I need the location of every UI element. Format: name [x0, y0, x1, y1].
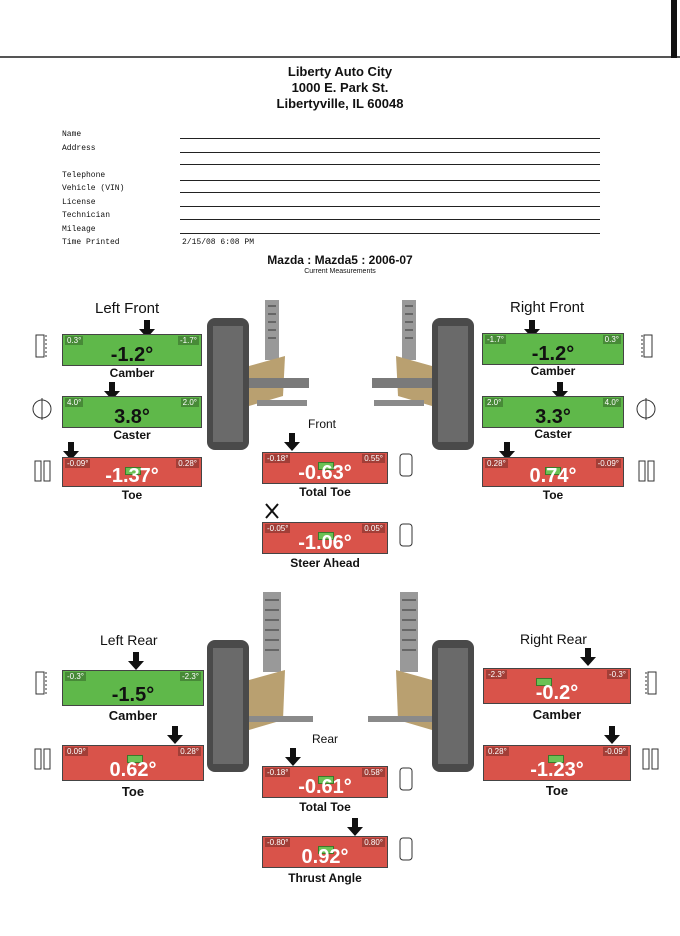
camber-wheel-icon [636, 333, 656, 359]
gauge-min: -0.3° [67, 672, 84, 681]
gauge-max: -0.09° [604, 747, 626, 756]
steer-ahead-car-icon [396, 522, 416, 548]
toe-wheel-icon [636, 458, 656, 484]
gauge-min: 0.3° [67, 336, 82, 345]
gauge-min: 0.28° [487, 459, 506, 468]
right-rear-camber-arrow-icon [580, 648, 596, 666]
toe-wheel-icon [32, 458, 52, 484]
gauge-max: 2.0° [182, 398, 197, 407]
gauge-value: 0.74° [529, 465, 577, 487]
page-top-edge [0, 56, 680, 58]
gauge-max: 0.80° [364, 838, 383, 847]
gauge-max: 0.55° [364, 454, 383, 463]
right-front-toe-label: Toe [542, 488, 564, 502]
rear-axle-label: Rear [312, 732, 339, 746]
right-front-camber-label: Camber [530, 364, 576, 378]
right-rear-title: Right Rear [520, 631, 587, 647]
right-rear-toe-label: Toe [545, 783, 569, 798]
field-address-label: Address [62, 144, 96, 153]
field-technician-label: Technician [62, 211, 111, 220]
measurements-subtitle: Current Measurements [304, 268, 376, 275]
right-rear-suspension-illustration [366, 590, 476, 780]
gauge-value: -1.2° [110, 344, 154, 366]
right-front-suspension-illustration [366, 296, 476, 456]
left-front-toe-label: Toe [121, 488, 143, 502]
gauge-value: -0.63° [298, 462, 352, 484]
gauge-max: 0.58° [364, 768, 383, 777]
gauge-min: -1.7° [487, 335, 504, 344]
right-front-title: Right Front [510, 299, 585, 316]
left-rear-toe-arrow-icon [167, 726, 183, 744]
camber-wheel-icon [640, 670, 660, 696]
gauge-value: 0.62° [109, 759, 157, 781]
rear-total-toe-label: Total Toe [299, 800, 351, 814]
field-mileage-label: Mileage [62, 225, 96, 234]
rear-total-toe-arrow-icon [285, 748, 301, 766]
gauge-max: 0.3° [604, 335, 619, 344]
gauge-value: -1.06° [298, 532, 352, 554]
camber-wheel-icon [32, 670, 52, 696]
field-address-line-2 [180, 164, 600, 165]
right-front-caster-label: Caster [534, 427, 572, 441]
page-corner-mark [671, 0, 677, 58]
gauge-value: -0.2° [535, 682, 579, 704]
gauge-min: 4.0° [67, 398, 82, 407]
left-rear-toe-gauge [62, 745, 204, 781]
field-address-line [180, 152, 600, 153]
front-total-toe-arrow-icon [284, 433, 300, 451]
field-name-label: Name [62, 130, 82, 139]
total-toe-car-icon [396, 452, 416, 478]
thrust-angle-gauge [262, 836, 388, 868]
steer-ahead-x-icon [264, 502, 280, 520]
gauge-value: -1.23° [530, 759, 584, 781]
gauge-min: 0.28° [488, 747, 507, 756]
gauge-max: -0.09° [597, 459, 619, 468]
toe-wheel-icon [640, 746, 660, 772]
company-name: Liberty Auto City [287, 64, 393, 79]
caster-wheel-icon [636, 396, 656, 422]
front-axle-label: Front [308, 417, 337, 431]
toe-wheel-icon [32, 746, 52, 772]
steer-ahead-label: Steer Ahead [290, 556, 360, 570]
gauge-min: -0.80° [267, 838, 289, 847]
gauge-max: -0.3° [609, 670, 626, 679]
time-printed-value: 2/15/08 6:08 PM [182, 238, 255, 247]
left-rear-camber-arrow-icon [128, 652, 144, 670]
left-front-toe-gauge [62, 457, 202, 487]
thrust-angle-car-icon [396, 836, 416, 862]
field-telephone-line [180, 180, 600, 181]
camber-wheel-icon [32, 333, 52, 359]
front-total-toe-label: Total Toe [299, 485, 351, 499]
field-license-label: License [62, 198, 96, 207]
right-rear-toe-arrow-icon [604, 726, 620, 744]
gauge-min: 2.0° [487, 398, 502, 407]
company-street: 1000 E. Park St. [291, 80, 389, 95]
thrust-angle-label: Thrust Angle [288, 871, 362, 885]
front-total-toe-gauge [262, 452, 388, 484]
gauge-min: -0.18° [267, 768, 289, 777]
rear-total-toe-gauge [262, 766, 388, 798]
gauge-max: 4.0° [604, 398, 619, 407]
gauge-min: -0.09° [67, 459, 89, 468]
gauge-value: 3.3° [535, 406, 571, 428]
left-front-camber-label: Camber [109, 366, 155, 380]
right-front-camber-gauge [482, 333, 624, 365]
caster-wheel-icon [32, 396, 52, 422]
vehicle-title: Mazda : Mazda5 : 2006-07 [267, 253, 413, 267]
gauge-value: -1.5° [111, 684, 155, 706]
field-vin-line [180, 192, 600, 193]
left-front-title: Left Front [95, 300, 160, 317]
gauge-value: 0.92° [301, 846, 349, 868]
gauge-max: 0.28° [180, 747, 199, 756]
right-front-toe-gauge [482, 457, 624, 487]
gauge-min: 0.09° [67, 747, 86, 756]
field-time-printed-label: Time Printed [62, 238, 120, 247]
left-front-caster-label: Caster [113, 428, 151, 442]
left-front-camber-gauge [62, 334, 202, 366]
field-telephone-label: Telephone [62, 171, 106, 180]
company-city: Libertyville, IL 60048 [276, 96, 404, 111]
right-rear-toe-gauge [483, 745, 631, 781]
gauge-value: 3.8° [114, 406, 150, 428]
gauge-min: -2.3° [488, 670, 505, 679]
right-rear-camber-gauge [483, 668, 631, 704]
gauge-min: -0.18° [267, 454, 289, 463]
gauge-min: -0.05° [267, 524, 289, 533]
total-toe-car-icon [396, 766, 416, 792]
field-name-line [180, 138, 600, 139]
field-license-line [180, 206, 600, 207]
field-mileage-line [180, 233, 600, 234]
left-front-caster-gauge [62, 396, 202, 428]
left-front-suspension-illustration [205, 296, 315, 456]
gauge-max: -1.7° [180, 336, 197, 345]
left-rear-toe-label: Toe [121, 784, 145, 799]
steer-ahead-gauge [262, 522, 388, 554]
gauge-value: -1.37° [105, 465, 159, 487]
left-rear-camber-gauge [62, 670, 204, 706]
left-rear-title: Left Rear [100, 632, 158, 648]
gauge-max: 0.05° [364, 524, 383, 533]
right-front-caster-gauge [482, 396, 624, 428]
gauge-value: -0.61° [298, 776, 352, 798]
field-technician-line [180, 219, 600, 220]
gauge-max: 0.28° [178, 459, 197, 468]
gauge-max: -2.3° [182, 672, 199, 681]
field-vin-label: Vehicle (VIN) [62, 184, 125, 193]
thrust-angle-arrow-icon [347, 818, 363, 836]
left-rear-camber-label: Camber [108, 708, 158, 723]
right-rear-camber-label: Camber [532, 707, 582, 722]
gauge-value: -1.2° [531, 343, 575, 365]
